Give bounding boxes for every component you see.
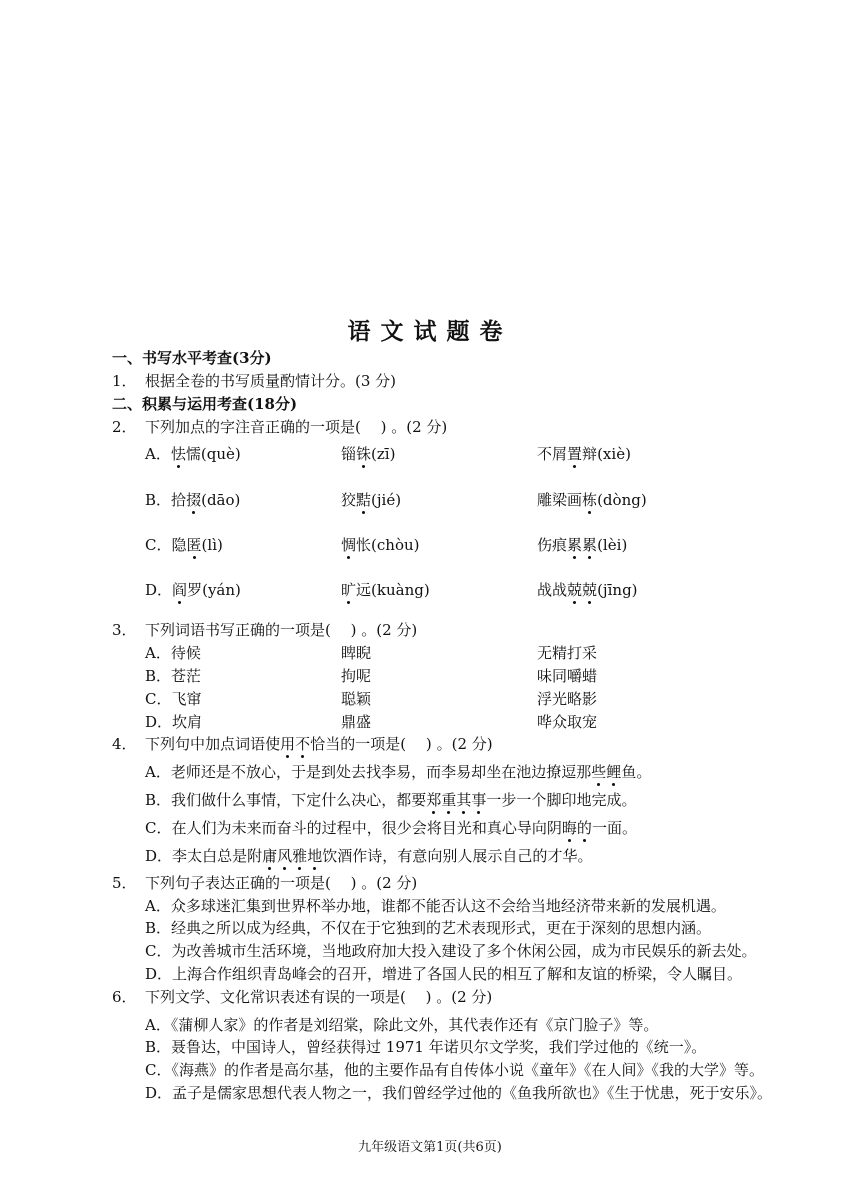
option-line: D．李太白总是附庸风雅地饮酒作诗，有意向别人展示自己的才华。 — [145, 847, 593, 865]
option-cell: 不屑置辩(xiè) — [537, 445, 631, 463]
option-cell: D．阎罗(yán) — [145, 581, 241, 599]
option-cell: 伤痕累累(lèi) — [537, 536, 628, 554]
option-cell: 拘呢 — [341, 667, 372, 685]
option-cell: 惆怅(chòu) — [341, 536, 420, 554]
option-cell: A．怯懦(què) — [145, 445, 241, 463]
option-line: C．为改善城市生活环境，当地政府加大投入建设了多个休闲公园，成为市民娱乐的新去处。 — [145, 942, 757, 960]
question-stem: 下列词语书写正确的一项是( ) 。(2 分) — [145, 621, 418, 639]
question-number: 6． — [112, 988, 137, 1006]
option-line: C．在人们为未来而奋斗的过程中，很少会将目光和真心导向阴晦的一面。 — [145, 819, 637, 837]
option-cell: C．飞窜 — [145, 690, 202, 708]
option-line: D．孟子是儒家思想代表人物之一，我们曾经学过他的《鱼我所欲也》《生于忧患，死于安乐》。 — [145, 1084, 773, 1102]
question-number: 3． — [112, 621, 137, 639]
option-cell: A．待候 — [145, 644, 201, 662]
option-line: B．聂鲁达，中国诗人，曾经获得过 1971 年诺贝尔文学奖，我们学过他的《统一》。 — [145, 1038, 707, 1056]
option-cell: C．隐匿(lì) — [145, 536, 223, 554]
page-title: 语文试题卷 — [347, 318, 513, 345]
option-cell: 聪颖 — [341, 690, 372, 708]
option-cell: 味同嚼蜡 — [537, 667, 598, 685]
question-stem: 下列文学、文化常识表述有误的一项是( ) 。(2 分) — [145, 988, 493, 1006]
question-number: 4． — [112, 735, 137, 753]
option-cell: 锱铢(zī) — [341, 445, 396, 463]
option-cell: 战战兢兢(jīng) — [537, 581, 638, 599]
option-line: B．经典之所以成为经典，不仅在于它独到的艺术表现形式，更在于深刻的思想内涵。 — [145, 919, 712, 937]
question-stem: 下列句子表达正确的一项是( ) 。(2 分) — [145, 874, 418, 892]
question-number: 5． — [112, 874, 137, 892]
option-cell: 狡黠(jié) — [341, 491, 402, 509]
question-stem: 下列加点的字注音正确的一项是( ) 。(2 分) — [145, 418, 448, 436]
question-number: 2． — [112, 418, 137, 436]
question-stem: 下列句中加点词语使用不恰当的一项是( ) 。(2 分) — [145, 735, 493, 753]
option-cell: B．苍茫 — [145, 667, 202, 685]
option-cell: 浮光略影 — [537, 690, 598, 708]
question-stem: 根据全卷的书写质量酌情计分。(3 分) — [145, 372, 397, 390]
option-cell: D．坎肩 — [145, 713, 203, 731]
option-cell: 哗众取宠 — [537, 713, 598, 731]
option-cell: 无精打采 — [537, 644, 598, 662]
option-cell: 雕梁画栋(dòng) — [537, 491, 647, 509]
section-heading-2: 二、积累与运用考查(18分) — [112, 395, 298, 413]
option-cell: B．拾掇(dāo) — [145, 491, 241, 509]
option-line: A．《蒲柳人家》的作者是刘绍棠，除此文外，其代表作还有《京门脸子》等。 — [145, 1016, 659, 1034]
option-cell: 鼎盛 — [341, 713, 372, 731]
page-footer: 九年级语文第1页(共6页) — [358, 1140, 502, 1155]
option-cell: 睥睨 — [341, 644, 372, 662]
option-line: B．我们做什么事情，下定什么决心，都要郑重其事一步一个脚印地完成。 — [145, 791, 637, 809]
option-line: A．老师还是不放心，于是到处去找李易，而李易却坐在池边撩逗那些鲤鱼。 — [145, 763, 652, 781]
question-number: 1． — [112, 372, 137, 390]
option-line: D．上海合作组织青岛峰会的召开，增进了各国人民的相互了解和友谊的桥梁，令人瞩目。 — [145, 965, 743, 983]
option-line: C．《海燕》的作者是高尔基，他的主要作品有自传体小说《童年》《在人间》《我的大学》等。 — [145, 1061, 764, 1079]
option-line: A．众多球迷汇集到世界杯举办地，谁都不能否认这不会给当地经济带来新的发展机遇。 — [145, 897, 726, 915]
option-cell: 旷远(kuàng) — [341, 581, 430, 599]
section-heading-1: 一、书写水平考查(3分) — [112, 349, 272, 367]
